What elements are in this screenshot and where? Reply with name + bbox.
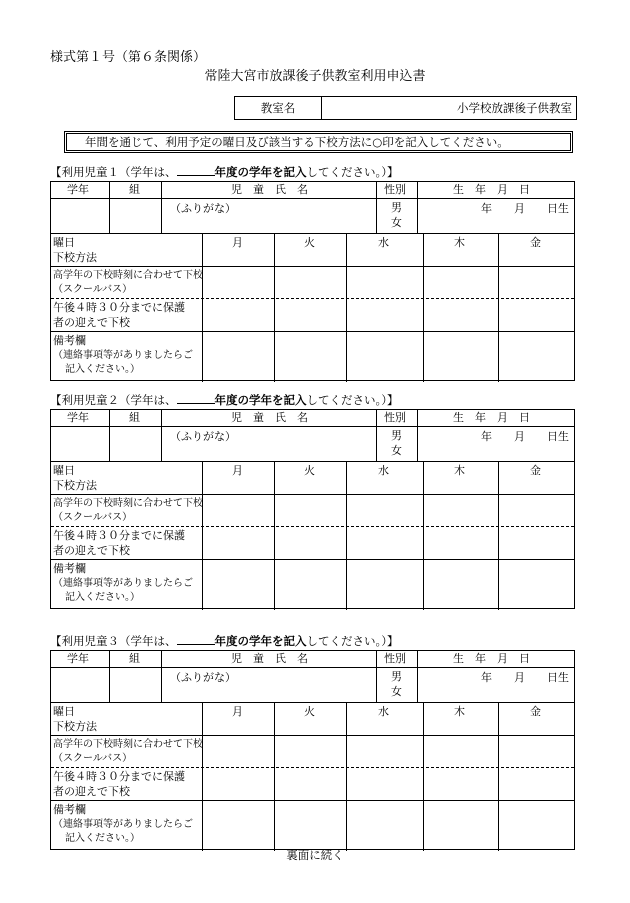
birthdate-field[interactable] [418,199,574,233]
class-header: 組 [129,411,140,424]
child-heading-text: 【利用児童１（学年は、 [50,165,177,179]
weekday-label: 曜日 [53,464,75,477]
gender-male: 男 [391,670,402,683]
gender-female: 女 [391,216,402,229]
classroom-name-field[interactable]: 小学校放課後子供教室 [457,101,572,115]
method-schoolbus-line1: 高学年の下校時刻に合わせて下校 [53,498,203,509]
day-header-wednesday: 水 [378,236,389,249]
weekday-label: 曜日 [53,705,75,718]
day-header-tuesday: 火 [304,236,315,249]
day-header-friday: 金 [530,236,541,249]
class-field[interactable] [110,668,161,702]
birthdate-header: 生 年 月 日 [453,652,530,665]
day-header-thursday: 木 [454,236,465,249]
remarks-note-line2: 記入ください。） [65,364,140,375]
day-header-friday: 金 [530,705,541,718]
remarks-label: 備考欄 [53,562,86,575]
gender-header: 性別 [384,411,406,424]
child-heading-bold: 年度の学年を記入 [214,634,307,648]
child-name-field[interactable] [162,427,376,461]
pickup-monday-cell[interactable] [203,299,274,331]
method-parent-pickup-line2: 者の迎えで下校 [53,544,130,557]
document-title: 常陸大宮市放課後子供教室利用申込書 [204,69,426,84]
child-2-table [50,409,575,609]
method-parent-pickup-line2: 者の迎えで下校 [53,785,130,798]
day-header-wednesday: 水 [378,464,389,477]
gender-male: 男 [391,429,402,442]
pickup-monday-cell[interactable] [203,768,274,800]
method-parent-pickup-line1: 午後４時３０分までに保護 [53,770,185,783]
schoolbus-thursday-cell[interactable] [424,267,498,298]
child-heading-bold: 年度の学年を記入 [214,165,307,179]
pickup-wednesday-cell[interactable] [347,768,423,800]
furigana-label: （ふりがな） [170,671,236,684]
schoolbus-tuesday-cell[interactable] [275,495,346,526]
schoolbus-thursday-cell[interactable] [424,495,498,526]
birthdate-fill: 年 月 日生 [481,202,569,215]
method-schoolbus-line2: （スクールバス） [53,512,133,523]
pickup-thursday-cell[interactable] [424,768,498,800]
child-heading-end: してください。）】 [306,634,399,648]
grade-field[interactable] [51,427,109,461]
pickup-friday-cell[interactable] [499,768,574,800]
birthdate-field[interactable] [418,427,574,461]
method-schoolbus-line2: （スクールバス） [53,753,133,764]
pickup-friday-cell[interactable] [499,299,574,331]
child-heading-bold: 年度の学年を記入 [214,393,307,407]
schoolbus-friday-cell[interactable] [499,736,574,767]
day-header-tuesday: 火 [304,464,315,477]
birthdate-fill: 年 月 日生 [481,430,569,443]
gender-header: 性別 [384,652,406,665]
continued-overleaf-note: 裏面に続く [286,848,344,862]
weekday-label: 曜日 [53,236,75,249]
fiscal-year-blank[interactable] [177,165,215,176]
furigana-label: （ふりがな） [170,430,236,443]
classroom-label: 教室名 [235,97,322,119]
pickup-monday-cell[interactable] [203,527,274,559]
child-heading-text: 【利用児童２（学年は、 [50,393,177,407]
class-header: 組 [129,652,140,665]
pickup-wednesday-cell[interactable] [347,527,423,559]
class-header: 組 [129,183,140,196]
child-heading-end: してください。）】 [306,393,399,407]
schoolbus-tuesday-cell[interactable] [275,736,346,767]
gender-female: 女 [391,444,402,457]
birthdate-field[interactable] [418,668,574,702]
day-header-wednesday: 水 [378,705,389,718]
remarks-note-line2: 記入ください。） [65,833,140,844]
gender-female: 女 [391,685,402,698]
class-field[interactable] [110,427,161,461]
day-header-thursday: 木 [454,464,465,477]
pickup-wednesday-cell[interactable] [347,299,423,331]
pickup-thursday-cell[interactable] [424,299,498,331]
schoolbus-monday-cell[interactable] [203,736,274,767]
child-name-field[interactable] [162,668,376,702]
schoolbus-monday-cell[interactable] [203,267,274,298]
method-parent-pickup-line1: 午後４時３０分までに保護 [53,529,185,542]
child-heading-end: してください。）】 [306,165,399,179]
method-schoolbus-line2: （スクールバス） [53,284,133,295]
remarks-field[interactable] [203,560,574,608]
dismissal-label: 下校方法 [53,479,97,492]
pickup-friday-cell[interactable] [499,527,574,559]
fiscal-year-blank[interactable] [177,393,215,404]
method-schoolbus-line1: 高学年の下校時刻に合わせて下校 [53,739,203,750]
day-header-monday: 月 [232,705,243,718]
grade-field[interactable] [51,199,109,233]
gender-male: 男 [391,201,402,214]
classroom-name-box [234,96,577,120]
remarks-field[interactable] [203,801,574,849]
form-number-label: 様式第１号（第６条関係） [50,50,207,65]
grade-header: 学年 [67,183,89,196]
birthdate-header: 生 年 月 日 [453,411,530,424]
furigana-label: （ふりがな） [170,202,236,215]
dismissal-label: 下校方法 [53,720,97,733]
remarks-field[interactable] [203,332,574,380]
class-field[interactable] [110,199,161,233]
dismissal-label: 下校方法 [53,251,97,264]
child-1-heading [50,165,399,179]
child-name-header: 児 童 氏 名 [231,411,308,424]
pickup-tuesday-cell[interactable] [275,299,346,331]
pickup-tuesday-cell[interactable] [275,527,346,559]
pickup-thursday-cell[interactable] [424,527,498,559]
child-3-table [50,650,575,850]
remarks-note-line1: （連絡事項等がありましたらご [53,350,193,361]
grade-header: 学年 [67,411,89,424]
birthdate-fill: 年 月 日生 [481,671,569,684]
day-header-monday: 月 [232,464,243,477]
schoolbus-thursday-cell[interactable] [424,736,498,767]
method-parent-pickup-line1: 午後４時３０分までに保護 [53,301,185,314]
child-2-heading [50,393,399,407]
birthdate-header: 生 年 月 日 [453,183,530,196]
child-heading-text: 【利用児童３（学年は、 [50,634,177,648]
instruction-box: 年間を通じて、利用予定の曜日及び該当する下校方法に○印を記入してください。 [66,133,571,151]
schoolbus-tuesday-cell[interactable] [275,267,346,298]
schoolbus-friday-cell[interactable] [499,495,574,526]
day-header-monday: 月 [232,236,243,249]
day-header-tuesday: 火 [304,705,315,718]
day-header-thursday: 木 [454,705,465,718]
fiscal-year-blank[interactable] [177,634,215,645]
remarks-label: 備考欄 [53,803,86,816]
grade-header: 学年 [67,652,89,665]
child-name-field[interactable] [162,199,376,233]
remarks-note-line1: （連絡事項等がありましたらご [53,578,193,589]
child-3-heading [50,634,399,648]
method-schoolbus-line1: 高学年の下校時刻に合わせて下校 [53,270,203,281]
child-name-header: 児 童 氏 名 [231,652,308,665]
gender-header: 性別 [384,183,406,196]
remarks-label: 備考欄 [53,334,86,347]
child-name-header: 児 童 氏 名 [231,183,308,196]
schoolbus-wednesday-cell[interactable] [347,736,423,767]
remarks-note-line1: （連絡事項等がありましたらご [53,819,193,830]
pickup-tuesday-cell[interactable] [275,768,346,800]
schoolbus-friday-cell[interactable] [499,267,574,298]
grade-field[interactable] [51,668,109,702]
method-parent-pickup-line2: 者の迎えで下校 [53,316,130,329]
schoolbus-wednesday-cell[interactable] [347,267,423,298]
day-header-friday: 金 [530,464,541,477]
child-1-table [50,181,575,381]
remarks-note-line2: 記入ください。） [65,592,140,603]
schoolbus-wednesday-cell[interactable] [347,495,423,526]
schoolbus-monday-cell[interactable] [203,495,274,526]
